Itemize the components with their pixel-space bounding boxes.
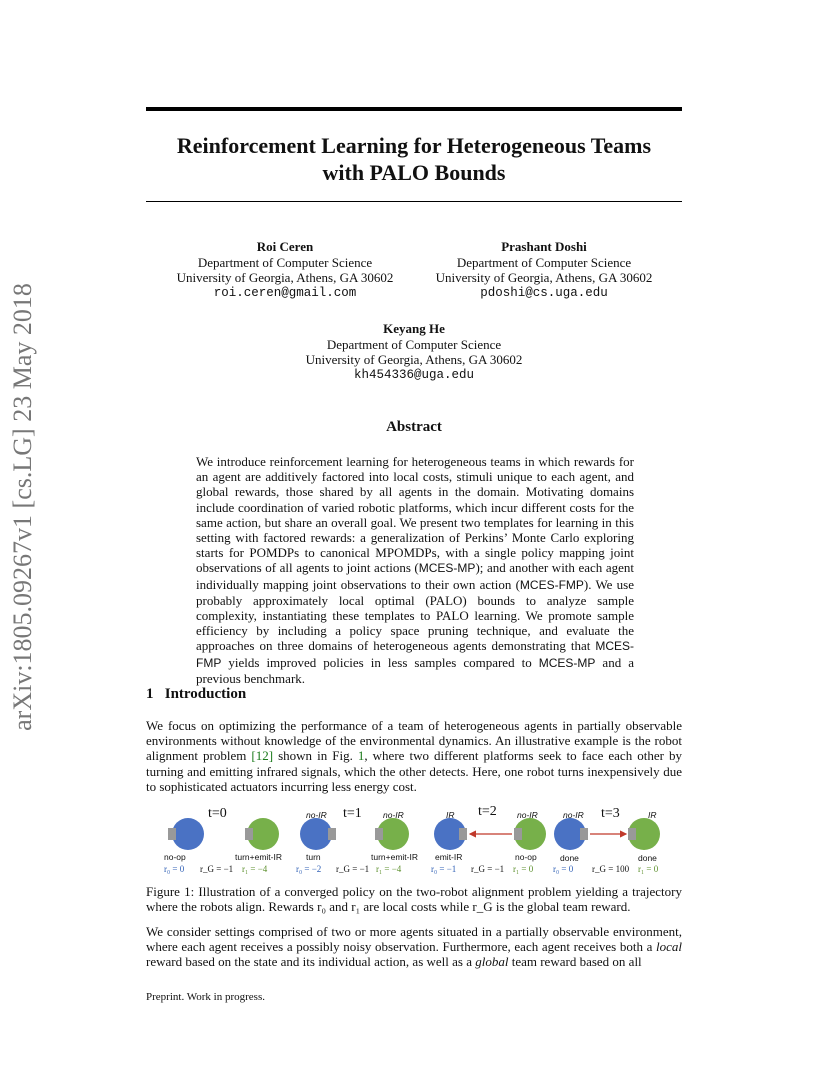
global-reward: r_G = 100 — [592, 864, 630, 874]
action-label: turn+emit-IR — [235, 852, 282, 862]
abstract-text-4: yields improved policies in less samples compared to — [221, 654, 539, 670]
action-label: no-op — [515, 852, 537, 862]
figure-link[interactable]: 1 — [357, 748, 365, 764]
abstract-text-3: ). We use probably approximately local optimal (PALO) bounds to analyze sample complexity, instantiating these templates to PALO learning. We promote sample efficiency by including a policy space pruning technique, and evaluate the approaches on three domains of heterogeneous agents demonstrating that — [196, 576, 634, 654]
action-label: no-op — [164, 852, 186, 862]
time-label: t=1 — [343, 806, 362, 821]
author-email[interactable]: pdoshi@cs.uga.edu — [480, 285, 608, 300]
local-reward-r0: r₀ = −2 — [296, 864, 322, 874]
local-reward-r0: r₀ = −1 — [431, 864, 457, 874]
section-number: 1 — [146, 686, 154, 702]
section-heading — [146, 686, 246, 703]
author-dept: Department of Computer Science — [326, 336, 502, 352]
intro-text-c: , where two different platforms seek to face each other by turning and emitting infrared signals, which the other detects. Here, one robot turns inexpensively due to sophisticated actuators incurring less energy cost. — [146, 748, 682, 794]
mces-fmp-term: MCES-FMP — [196, 639, 634, 670]
para-text-b: reward based on the state and its individual action, as well as a — [146, 954, 476, 970]
para-text-c: team reward based on all — [508, 954, 642, 970]
robot-1-sensor — [245, 828, 253, 840]
local-reward-r1: r₁ = 0 — [638, 864, 659, 874]
author-affil: University of Georgia, Athens, GA 30602 — [305, 352, 523, 367]
observation-label: IR — [446, 810, 455, 820]
timestep-0 — [168, 818, 279, 850]
action-label: emit-IR — [435, 852, 463, 862]
author-block-3 — [289, 321, 539, 383]
author-affil: University of Georgia, Athens, GA 30602 — [435, 270, 653, 285]
abstract-text-2: ); and another with each agent individually mapping joint observations to their own action ( — [196, 560, 635, 592]
global-reward: r_G = −1 — [471, 864, 505, 874]
intro-text-b: shown in Fig. — [273, 748, 358, 764]
robot-0-sensor — [459, 828, 467, 840]
section-title: Introduction — [164, 686, 247, 702]
timestep-2 — [434, 818, 546, 850]
intro-paragraph — [146, 718, 682, 794]
abstract-heading: Abstract — [386, 419, 442, 435]
title-line-2: with PALO Bounds — [322, 160, 506, 185]
author-block-2 — [418, 239, 670, 301]
local-reward-r0: r₀ = 0 — [553, 864, 574, 874]
figure-caption: Figure 1: Illustration of a converged policy on the two-robot alignment problem yielding a trajectory where the robots align. Rewards r₀ and r₁ are local costs while r_G is the global team reward. — [146, 884, 682, 915]
observation-label: IR — [648, 810, 657, 820]
paper-title — [146, 132, 682, 186]
author-email[interactable]: roi.ceren@gmail.com — [213, 285, 357, 300]
timestep-3 — [554, 818, 660, 850]
observation-label: no-IR — [563, 810, 584, 820]
observation-label: no-IR — [383, 810, 404, 820]
author-dept: Department of Computer Science — [197, 254, 373, 270]
action-label: turn — [306, 852, 321, 862]
observation-label: no-IR — [517, 810, 538, 820]
time-label: t=3 — [601, 806, 620, 821]
mces-mp-term: MCES-MP — [538, 655, 596, 670]
observation-label: no-IR — [306, 810, 327, 820]
author-name: Roi Ceren — [256, 239, 314, 254]
emphasis-global: global — [475, 954, 509, 970]
author-block-1 — [160, 239, 410, 301]
global-reward: r_G = −1 — [200, 864, 234, 874]
author-name: Prashant Doshi — [501, 239, 587, 254]
robot-0-sensor — [168, 828, 176, 840]
timestep-1 — [300, 818, 409, 850]
abstract-text-1: We introduce reinforcement learning for heterogeneous teams in which rewards for an agent are additively factored into local costs, stimuli unique to each agent, and global rewards, those shared by all agents in the domain. Motivating domains include coordination of varied robotic platforms, which incur different costs for the same action, but share an overall goal. We present two templates for learning in this setting with factored rewards: a generalization of Perkins’ Monte Carlo exploring starts for POMDPs to canonical MPOMDPs, with a single policy mapping joint observations of all agents to joint actions ( — [196, 454, 634, 576]
abstract-body — [196, 454, 634, 686]
intro-text-a: We focus on optimizing the performance of a team of heterogeneous agents in partially observable environments without knowledge of the environmental dynamics. An illustrative example is the robot alignment problem — [146, 718, 682, 764]
robot-1-sensor — [514, 828, 522, 840]
author-email[interactable]: kh454336@uga.edu — [353, 367, 475, 382]
title-bottom-rule — [146, 201, 682, 202]
mces-mp-term: MCES-MP — [418, 561, 476, 576]
robot-0-sensor — [328, 828, 336, 840]
body-paragraph — [146, 924, 682, 970]
local-reward-r1: r₁ = −4 — [242, 864, 268, 874]
emphasis-local: local — [656, 939, 682, 955]
figure-1 — [150, 800, 680, 878]
robot-0 — [300, 818, 332, 850]
action-label: done — [638, 853, 657, 863]
author-name: Keyang He — [383, 321, 445, 336]
author-affil: University of Georgia, Athens, GA 30602 — [176, 270, 394, 285]
time-label: t=0 — [208, 806, 227, 821]
author-dept: Department of Computer Science — [456, 254, 632, 270]
para-text-a: We consider settings comprised of two or more agents situated in a partially observable environment, where each agent receives a possibly noisy observation. Furthermore, each agent receives both a — [146, 924, 682, 955]
abstract-text-5: and a previous benchmark. — [196, 654, 634, 686]
arxiv-stamp: arXiv:1805.09267v1 [cs.LG] 23 May 2018 — [8, 283, 37, 731]
mces-fmp-term: MCES-FMP — [519, 577, 584, 592]
action-label: turn+emit-IR — [371, 852, 418, 862]
robot-0 — [172, 818, 204, 850]
local-reward-r1: r₁ = 0 — [513, 864, 534, 874]
preprint-footer: Preprint. Work in progress. — [146, 991, 265, 1003]
local-reward-r1: r₁ = −4 — [376, 864, 402, 874]
robot-0-sensor — [580, 828, 588, 840]
top-rule — [146, 107, 682, 111]
global-reward: r_G = −1 — [336, 864, 370, 874]
robot-1-sensor — [628, 828, 636, 840]
local-reward-r0: r₀ = 0 — [164, 864, 185, 874]
citation-link[interactable]: [12] — [251, 748, 274, 764]
action-label: done — [560, 853, 579, 863]
robot-1-sensor — [375, 828, 383, 840]
title-line-1: Reinforcement Learning for Heterogeneous Teams — [176, 133, 652, 158]
time-label: t=2 — [478, 804, 497, 819]
